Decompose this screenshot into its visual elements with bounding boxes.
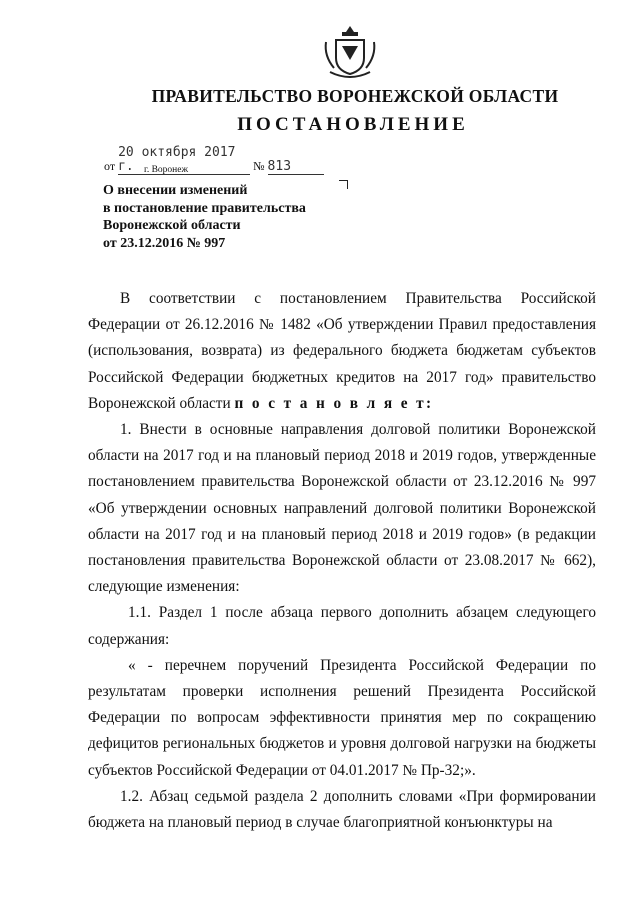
clause-1: 1. Внести в основные направления долговой политики Воронежской области на 2017 год и на плановый период 2018 и 2019 годов, утвержденные постановлением правительства Воронежской области от 23.12.2016 № 997 «Об утверждении основных направлений долговой политики Воронежской области на 2017 год и на плановый период 2018 и 2019 годов» (в редакции постановления правительства Воронежской области от 23.08.2017 № 662), следующие изменения: <box>88 421 596 596</box>
corner-bracket-mark <box>339 180 348 189</box>
preamble-text: В соответствии с постановлением Правительства Российской Федерации от 26.12.2016 № 1482 «Об утверждении Правил предоставления (использования, возврата) из федерального бюджета бюджетам субъектов Российской Федерации бюджетных кредитов на 2017 год» правительство Воронежской области <box>88 290 596 412</box>
resolves-word: п о с т а н о в л я е т: <box>234 394 434 412</box>
number-prefix: № <box>253 159 265 173</box>
document-number: 813 <box>268 160 324 175</box>
document-date: 20 октября 2017 г. <box>118 146 250 175</box>
date-prefix: от <box>104 159 116 173</box>
subject-line: в постановление правительства <box>103 200 306 216</box>
subject-line: Воронежской области <box>103 218 241 233</box>
clause-1-2: 1.2. Абзац седьмой раздела 2 дополнить словами «При формировании бюджета на плановый период в случае благоприятной конъюнктуры на <box>88 787 596 832</box>
preamble-paragraph <box>88 286 596 417</box>
subject-line: от 23.12.2016 № 997 <box>103 235 226 251</box>
city-label: г. Воронеж <box>144 165 189 175</box>
document-body <box>88 286 596 836</box>
document-type-title: ПОСТАНОВЛЕНИЕ <box>237 114 469 135</box>
date-number-line <box>104 146 324 175</box>
quoted-insertion: « - перечнем поручений Президента Российской Федерации по результатам проверки исполнения решений Президента Российской Федерации по вопросам эффективности принятия мер по сокращению дефицитов региональных бюджетов и уровня долговой нагрузки на бюджеты субъектов Российской Федерации от 04.01.2017 № Пр-32;». <box>88 656 596 779</box>
coat-of-arms-emblem <box>322 22 378 80</box>
subject-line: О внесении изменений <box>103 183 248 198</box>
subject-block <box>103 182 353 252</box>
government-title: ПРАВИТЕЛЬСТВО ВОРОНЕЖСКОЙ ОБЛАСТИ <box>151 86 559 106</box>
clause-1-1: 1.1. Раздел 1 после абзаца первого дополнить абзацем следующего содержания: <box>88 604 596 648</box>
